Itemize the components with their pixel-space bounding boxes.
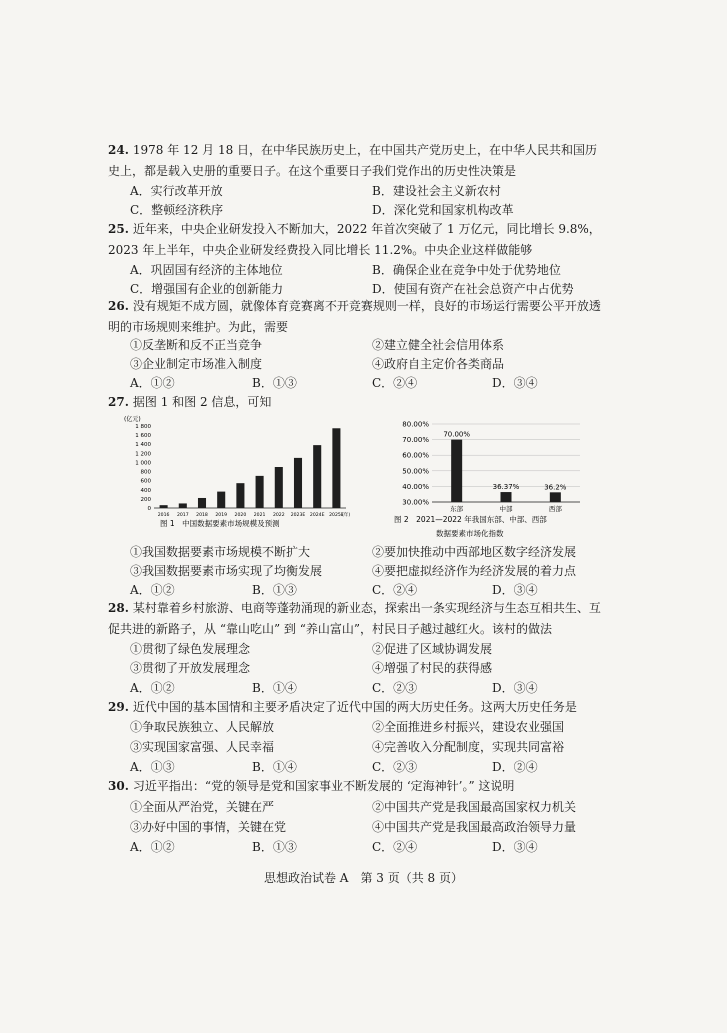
y-axis-unit: (亿元) <box>124 416 141 423</box>
figure-2-bar-chart <box>392 418 602 542</box>
question-stem: 近代中国的基本国情和主要矛盾决定了近代中国的两大历史任务。这两大历史任务是 <box>132 700 577 714</box>
bar <box>217 492 225 508</box>
statement-1: ①贯彻了绿色发展理念 <box>130 642 251 656</box>
bar <box>332 428 340 508</box>
statements-row <box>130 335 610 355</box>
options-row <box>130 200 610 220</box>
statement-2: ②全面推进乡村振兴，建设农业强国 <box>372 720 565 734</box>
question-number: 27. <box>108 395 129 409</box>
question-stem: 近年来，中央企业研发投入不断加大，2022 年首次突破了 1 万亿元，同比增长 9.8%，2023 年上半年，中央企业研发经费投入同比增长 11.2%。中央企业这样做能够 <box>108 222 601 257</box>
question-26 <box>108 296 608 338</box>
question-stem: 习近平指出：“党的领导是党和国家事业不断发展的 ‘定海神针’。” 这说明 <box>132 779 515 793</box>
option-b[interactable]: B．①④ <box>252 681 297 695</box>
x-tick-label: 2020 <box>234 513 247 518</box>
statements-row <box>130 797 610 817</box>
figure-1-bar-chart <box>120 412 350 540</box>
x-tick-label: 2021 <box>253 513 266 518</box>
x-tick-label: 2025E <box>329 513 344 518</box>
statement-2: ②促进了区域协调发展 <box>372 642 493 656</box>
question-28 <box>108 598 608 640</box>
question-stem: 某村靠着乡村旅游、电商等蓬勃涌现的新业态，探索出一条实现经济与生态互相共生、互促共进的新路子，从 “靠山吃山” 到 “养山富山”，村民日子越过越红火。该村的做法 <box>108 601 601 636</box>
option-c[interactable]: C．②④ <box>372 840 418 854</box>
x-tick-label: 2018 <box>196 513 208 518</box>
x-tick-label: 2019 <box>215 513 228 518</box>
y-tick-label: 400 <box>140 487 151 494</box>
x-tick-label: 中部 <box>499 505 513 513</box>
option-d[interactable]: D．③④ <box>492 376 538 390</box>
question-stem: 据图 1 和图 2 信息，可知 <box>132 395 272 409</box>
bar <box>313 445 321 508</box>
option-c[interactable]: C．整顿经济秩序 <box>130 203 224 217</box>
y-tick-label: 1 600 <box>135 433 151 440</box>
y-tick-label: 30.00% <box>402 498 429 507</box>
figure-2-caption-line-1: 图 2 2021—2022 年我国东部、中部、西部 <box>394 515 547 524</box>
option-a[interactable]: A．①② <box>130 376 175 390</box>
y-tick-label: 1 200 <box>135 451 151 458</box>
question-number: 25. <box>108 222 129 236</box>
question-29 <box>108 697 608 718</box>
statements-row <box>130 561 610 581</box>
statement-1: ①全面从严治党，关键在严 <box>130 800 275 814</box>
statement-2: ②建立健全社会信用体系 <box>372 338 505 352</box>
option-d[interactable]: D．②④ <box>492 760 538 774</box>
question-30 <box>108 776 608 797</box>
statements-row <box>130 817 610 837</box>
statements-row <box>130 639 610 659</box>
option-d[interactable]: D．③④ <box>492 840 538 854</box>
x-tick-label: 西部 <box>548 505 562 513</box>
y-tick-label: 1 400 <box>135 442 151 449</box>
option-d[interactable]: D．使国有资产在社会总资产中占优势 <box>372 282 574 296</box>
statement-2: ②中国共产党是我国最高国家权力机关 <box>372 800 577 814</box>
statement-1: ①反垄断和反不正当竞争 <box>130 338 263 352</box>
bar <box>451 440 462 502</box>
y-tick-label: 70.00% <box>402 436 429 445</box>
y-tick-label: 800 <box>140 469 151 476</box>
y-tick-label: 1 800 <box>135 424 151 430</box>
statements-row <box>130 737 610 757</box>
statements-row <box>130 354 610 374</box>
question-27 <box>108 392 608 413</box>
bar <box>294 458 302 508</box>
option-c[interactable]: C．增强国有企业的创新能力 <box>130 282 284 296</box>
data-label: 36.2% <box>544 483 567 492</box>
y-tick-label: 200 <box>140 496 151 503</box>
option-c[interactable]: C．②④ <box>372 376 418 390</box>
option-a[interactable]: A．①② <box>130 583 175 597</box>
option-a[interactable]: A．实行改革开放 <box>130 184 223 198</box>
options-row <box>130 181 610 201</box>
x-tick-label: 2022 <box>272 513 285 518</box>
bar <box>550 492 561 502</box>
option-b[interactable]: B．建设社会主义新农村 <box>372 184 501 198</box>
y-tick-label: 0 <box>147 506 151 512</box>
statements-row <box>130 717 610 737</box>
bar <box>501 492 512 502</box>
y-tick-label: 50.00% <box>402 467 429 476</box>
statement-1: ①争取民族独立、人民解放 <box>130 720 275 734</box>
options-row <box>130 260 610 280</box>
statement-3: ③办好中国的事情，关键在党 <box>130 820 287 834</box>
options-row <box>130 837 610 857</box>
option-c[interactable]: C．②③ <box>372 760 418 774</box>
options-row <box>130 757 610 777</box>
question-stem: 没有规矩不成方圆，就像体育竞赛离不开竞赛规则一样，良好的市场运行需要公平开放透明的市场规则来维护。为此，需要 <box>108 299 601 334</box>
statements-row <box>130 542 610 562</box>
x-tick-label: 2024E <box>309 513 325 518</box>
option-b[interactable]: B．①③ <box>252 376 297 390</box>
y-tick-label: 40.00% <box>402 482 429 491</box>
x-tick-label: 东部 <box>450 505 464 513</box>
question-24 <box>108 140 608 182</box>
statement-3: ③我国数据要素市场实现了均衡发展 <box>130 564 323 578</box>
statement-4: ④政府自主定价各类商品 <box>372 357 505 371</box>
option-b[interactable]: B．①④ <box>252 760 297 774</box>
statement-4: ④增强了村民的获得感 <box>372 661 493 675</box>
statement-3: ③企业制定市场准入制度 <box>130 357 263 371</box>
option-d[interactable]: D．深化党和国家机构改革 <box>372 203 514 217</box>
question-number: 24. <box>108 143 129 157</box>
bar <box>236 483 244 508</box>
question-number: 26. <box>108 299 129 313</box>
bar <box>160 505 168 508</box>
page-footer: 思想政治试卷 A 第 3 页（共 8 页） <box>263 871 463 885</box>
option-b[interactable]: B．①③ <box>252 840 297 854</box>
y-tick-label: 60.00% <box>402 451 429 460</box>
data-label: 70.00% <box>443 430 471 439</box>
bar <box>275 467 283 508</box>
y-tick-label: 1 000 <box>135 460 151 467</box>
statement-4: ④要把虚拟经济作为经济发展的着力点 <box>372 564 577 578</box>
option-d[interactable]: D．③④ <box>492 583 538 597</box>
option-b[interactable]: B．①③ <box>252 583 297 597</box>
option-c[interactable]: C．②③ <box>372 681 418 695</box>
bar <box>179 503 187 508</box>
statement-4: ④完善收入分配制度，实现共同富裕 <box>372 740 565 754</box>
data-label: 36.37% <box>492 483 520 492</box>
question-number: 28. <box>108 601 129 615</box>
question-number: 30. <box>108 779 129 793</box>
option-a[interactable]: A．①② <box>130 840 175 854</box>
option-c[interactable]: C．②④ <box>372 583 418 597</box>
statement-4: ④中国共产党是我国最高政治领导力量 <box>372 820 577 834</box>
statement-3: ③实现国家富强、人民幸福 <box>130 740 275 754</box>
option-d[interactable]: D．③④ <box>492 681 538 695</box>
option-a[interactable]: A．①③ <box>130 760 175 774</box>
question-25 <box>108 219 608 261</box>
figure-2-caption-line-2: 数据要素市场化指数 <box>436 529 504 538</box>
x-axis-unit: (年) <box>342 513 350 518</box>
x-tick-label: 2016 <box>157 513 170 518</box>
y-tick-label: 80.00% <box>402 420 429 429</box>
options-row <box>130 678 610 698</box>
options-row <box>130 373 610 393</box>
option-a[interactable]: A．巩固国有经济的主体地位 <box>130 263 283 277</box>
bar <box>198 498 206 508</box>
question-stem: 1978 年 12 月 18 日，在中华民族历史上，在中国共产党历史上，在中华人民共和国历史上，都是载入史册的重要日子。在这个重要日子我们党作出的历史性决策是 <box>108 143 598 178</box>
statements-row <box>130 658 610 678</box>
option-a[interactable]: A．①② <box>130 681 175 695</box>
statement-1: ①我国数据要素市场规模不断扩大 <box>130 545 311 559</box>
option-b[interactable]: B．确保企业在竞争中处于优势地位 <box>372 263 561 277</box>
bar <box>256 476 264 508</box>
question-number: 29. <box>108 700 129 714</box>
x-tick-label: 2023E <box>290 513 306 518</box>
y-tick-label: 600 <box>140 478 151 485</box>
statement-2: ②要加快推动中西部地区数字经济发展 <box>372 545 577 559</box>
x-tick-label: 2017 <box>176 513 189 518</box>
figure-1-caption: 图 1 中国数据要素市场规模及预测 <box>160 519 280 528</box>
options-row <box>130 580 610 600</box>
statement-3: ③贯彻了开放发展理念 <box>130 661 251 675</box>
